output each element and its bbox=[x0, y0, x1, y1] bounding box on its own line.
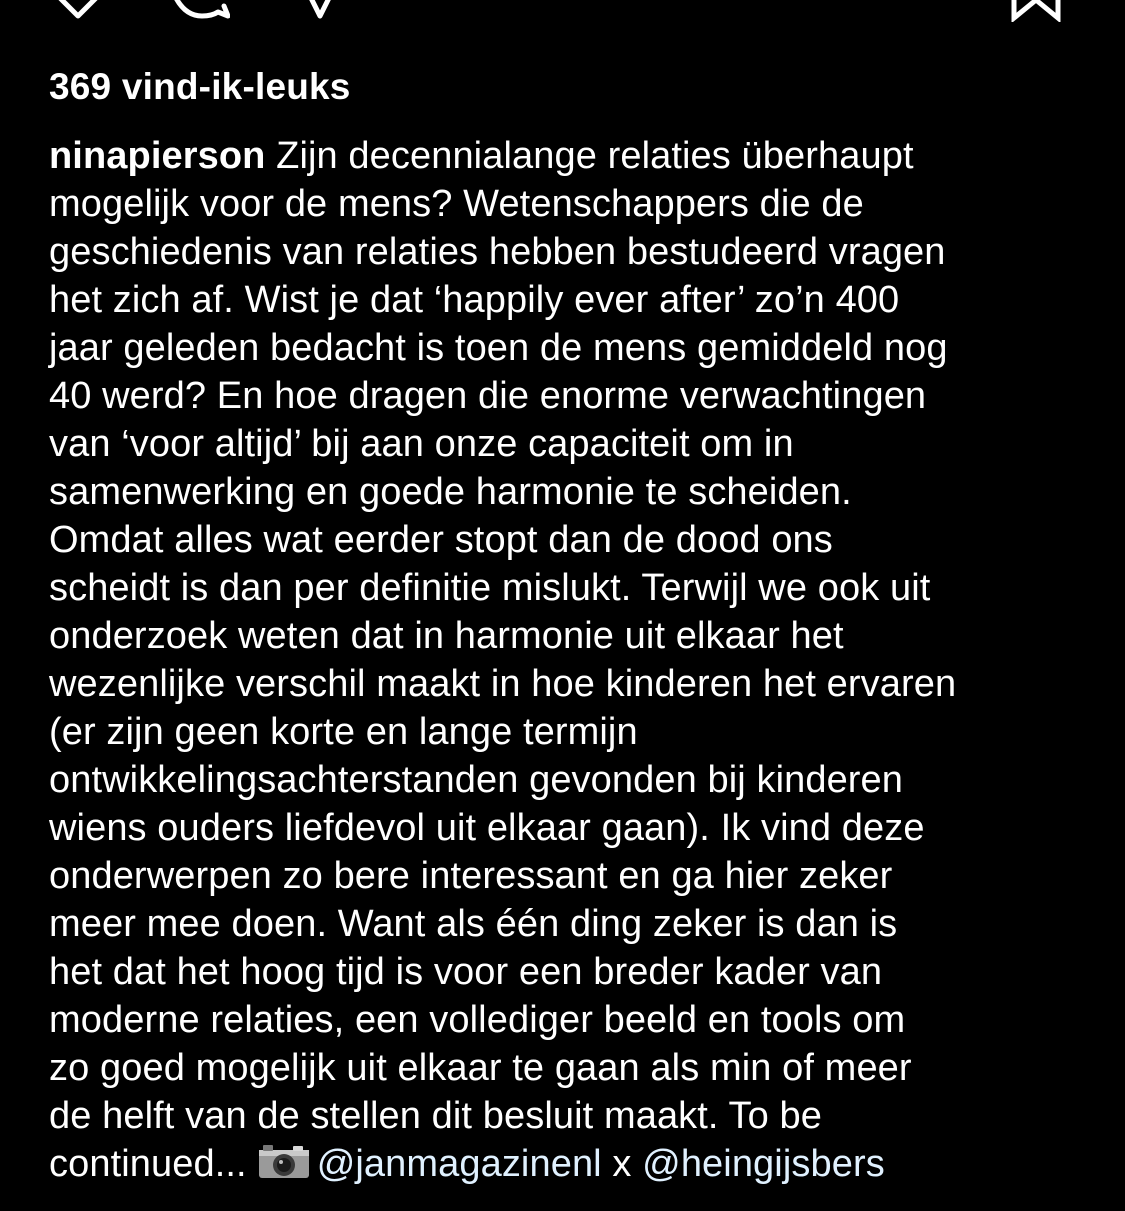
caption-line: meer mee doen. Want als één ding zeker is dan is bbox=[49, 903, 898, 945]
caption-line: wiens ouders liefdevol uit elkaar gaan). Ik vind deze bbox=[49, 807, 925, 849]
caption-line: zo goed mogelijk uit elkaar te gaan als min of meer bbox=[49, 1047, 912, 1089]
caption-line: scheidt is dan per definitie mislukt. Terwijl we ook uit bbox=[49, 567, 931, 609]
bookmark-icon[interactable] bbox=[1006, 0, 1066, 22]
caption-line: samenwerking en goede harmonie te scheiden. bbox=[49, 471, 852, 513]
caption-line: (er zijn geen korte en lange termijn bbox=[49, 711, 638, 753]
caption-line: wezenlijke verschil maakt in hoe kinderen het ervaren bbox=[49, 663, 957, 705]
caption-connector: x bbox=[601, 1143, 643, 1185]
caption-line: onderzoek weten dat in harmonie uit elkaar het bbox=[49, 615, 844, 657]
post-caption bbox=[49, 132, 1099, 1192]
caption-line: 40 werd? En hoe dragen die enorme verwachtingen bbox=[49, 375, 927, 417]
caption-line: geschiedenis van relaties hebben bestudeerd vragen bbox=[49, 231, 946, 273]
caption-line: de helft van de stellen dit besluit maakt. To be bbox=[49, 1095, 823, 1137]
caption-line: het zich af. Wist je dat ‘happily ever after’ zo’n 400 bbox=[49, 279, 900, 321]
caption-line bbox=[49, 1140, 1099, 1192]
caption-username[interactable]: ninapierson bbox=[49, 135, 266, 177]
caption-text: Zijn decennialange relaties überhaupt bbox=[265, 135, 914, 177]
caption-line: van ‘voor altijd’ bij aan onze capaciteit om in bbox=[49, 423, 794, 465]
caption-line bbox=[49, 132, 1099, 180]
caption-line: moderne relaties, een vollediger beeld en tools om bbox=[49, 999, 906, 1041]
caption-line: Omdat alles wat eerder stopt dan de dood ons bbox=[49, 519, 833, 561]
comment-icon[interactable] bbox=[170, 0, 230, 22]
share-icon[interactable] bbox=[300, 0, 340, 22]
like-count[interactable]: 369 vind-ik-leuks bbox=[49, 66, 351, 107]
camera-icon bbox=[257, 1142, 311, 1192]
caption-line: het dat het hoog tijd is voor een breder kader van bbox=[49, 951, 883, 993]
mention-janmagazinenl[interactable]: @janmagazinenl bbox=[316, 1143, 602, 1185]
mention-heingijsbers[interactable]: @heingijsbers bbox=[642, 1143, 885, 1185]
caption-line: jaar geleden bedacht is toen de mens gemiddeld nog bbox=[49, 327, 948, 369]
caption-line: ontwikkelingsachterstanden gevonden bij kinderen bbox=[49, 759, 904, 801]
heart-icon[interactable] bbox=[48, 0, 108, 22]
caption-text: continued... bbox=[49, 1143, 247, 1185]
post-action-bar bbox=[0, 0, 1125, 30]
caption-line: mogelijk voor de mens? Wetenschappers die de bbox=[49, 183, 864, 225]
caption-line: onderwerpen zo bere interessant en ga hier zeker bbox=[49, 855, 893, 897]
